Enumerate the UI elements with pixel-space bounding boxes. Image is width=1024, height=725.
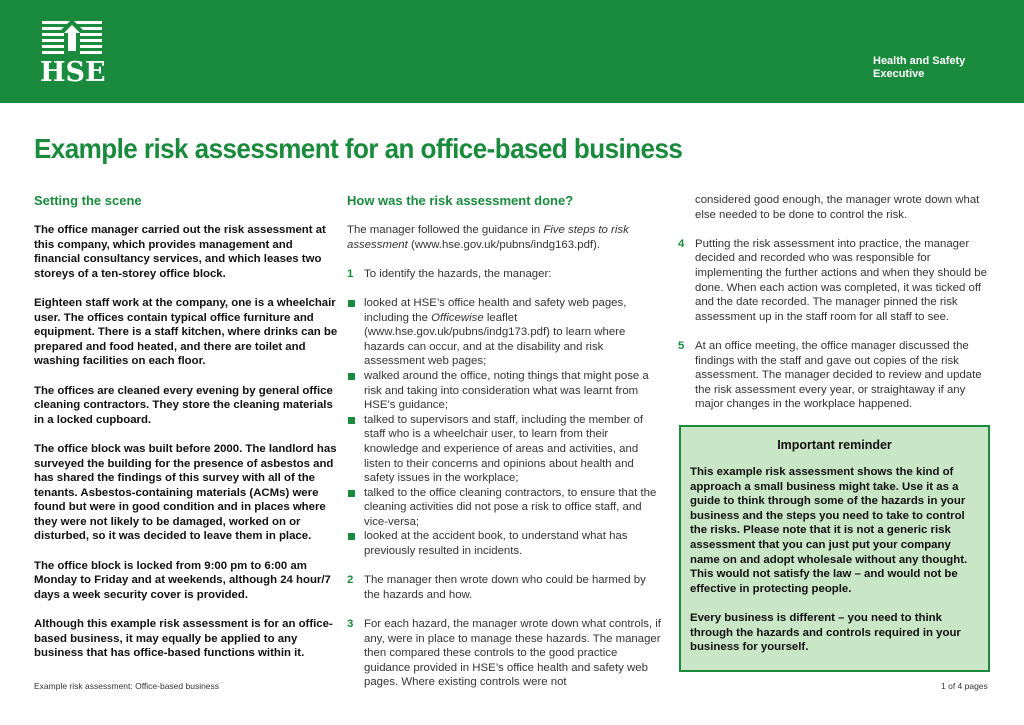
- list-item-text: looked at the accident book, to understand what has previously resulted in incidents.: [364, 530, 628, 558]
- step-number: 1: [347, 267, 354, 280]
- step-3-continued: considered good enough, the manager wrote down what else needed to be done to control the risk.: [695, 194, 980, 221]
- important-reminder-box: [679, 425, 990, 672]
- step-number: 2: [347, 574, 354, 587]
- scene-paragraph: The office manager carried out the risk assessment at this company, which provides management and financial consultancy services, and which leases two storeys of a ten-storey office block.: [34, 224, 326, 280]
- step-2: [347, 573, 663, 602]
- intro-guide-title: Five steps to risk assessment: [347, 224, 629, 251]
- step-text: At an office meeting, the office manager discussed the findings with the staff and gave out copies of the risk assessment. The manager decided to review and update the risk assessment every year, or straightaway if any major changes in the workplace happened.: [695, 339, 982, 411]
- scene-paragraph: The offices are cleaned every evening by general office cleaning contractors. They store the cleaning materials in a locked cupboard.: [34, 384, 333, 426]
- org-name-line2: Executive: [873, 68, 925, 80]
- logo-text: HSE: [40, 57, 106, 88]
- column-setting-the-scene: [34, 193, 339, 675]
- page-title: Example risk assessment for an office-based business: [34, 133, 683, 164]
- intro-link-text: (www.hse.gov.uk/pubns/indg163.pdf).: [407, 238, 601, 251]
- header-band: [0, 0, 1024, 103]
- step-text: For each hazard, the manager wrote down what controls, if any, were in place to manage these hazards. The manager then compared these controls to the good practice guidance provided in HSE’s office health and safety web pages. Where existing controls were not: [364, 618, 661, 689]
- list-item-text: walked around the office, noting things that might pose a risk and taking into consideration what was learnt from HSE’s guidance;: [364, 369, 649, 412]
- step-text: The manager then wrote down who could be harmed by the hazards and how.: [364, 574, 646, 601]
- step-number: 4: [678, 237, 685, 250]
- column-steps-continued: [678, 193, 990, 427]
- step-text: To identify the hazards, the manager:: [364, 267, 552, 280]
- list-item-text: looked at HSE’s office health and safety web pages, including the Officewise leaflet (www.hse.gov.uk/pubns/indg173.pdf) to learn where hazards can occur, and at the disability and risk assessment web pages;: [364, 296, 627, 368]
- list-item: [347, 486, 663, 530]
- step-text: Putting the risk assessment into practice, the manager decided and recorded who was responsible for implementing the further actions and when they should be done. When each action was completed, it was ticked off and the date recorded. The manager pinned the risk assessment up in the staff room for all staff to see.: [695, 237, 987, 323]
- intro-text: The manager followed the guidance in: [347, 224, 544, 236]
- bullet-square-icon: [347, 529, 364, 558]
- hazard-bullet-list: [347, 296, 663, 559]
- footer-page-count: 1 of 4 pages: [941, 681, 988, 691]
- step-number: 3: [347, 618, 354, 631]
- bullet-square-icon: [347, 296, 364, 369]
- footer-document-name: Example risk assessment: Office-based business: [34, 681, 220, 691]
- officewise-title: Officewise: [431, 311, 484, 324]
- step-3: [347, 617, 663, 690]
- list-item: [347, 296, 663, 369]
- list-item-text: talked to the office cleaning contractors, to ensure that the cleaning activities did not pose a risk to office staff, and vice-versa;: [364, 486, 657, 528]
- reminder-paragraph: This example risk assessment shows the kind of approach a small business might take. Use it as a guide to think through some of the hazards in your business and the steps you need to take to control the risks. Please note that it is not a generic risk assessment that you can just put your company name on and adopt wholesale without any thought. This would not satisfy the law – and would not be effective in protecting people.: [690, 466, 968, 595]
- list-item: [347, 529, 663, 558]
- bullet-square-icon: [347, 486, 364, 530]
- bullet-square-icon: [347, 369, 364, 413]
- scene-paragraph: The office block was built before 2000. The landlord has surveyed the building for the presence of asbestos and has shared the findings of this survey with all of the tenants. Asbestos-containing materials (ACMs) were found but were in good condition and in places where they were not likely to be damaged, worked on or disturbed, so it was decided to leave them in place.: [34, 442, 337, 543]
- scene-paragraph: Although this example risk assessment is for an office-based business, it may equally be applied to any business that has office-based functions within it.: [34, 618, 333, 660]
- scene-paragraph: The office block is locked from 9:00 pm to 6:00 am Monday to Friday and at weekends, although 24 hour/7 days a week security cover is provided.: [34, 559, 331, 601]
- list-item: [347, 369, 663, 413]
- step-5: [678, 339, 990, 412]
- section-heading-how-done: How was the risk assessment done?: [347, 193, 574, 208]
- intro-paragraph: [347, 223, 663, 252]
- section-heading-setting-the-scene: Setting the scene: [34, 193, 142, 208]
- reminder-heading: Important reminder: [777, 438, 892, 452]
- org-name: [873, 55, 993, 81]
- step-4: [678, 237, 990, 325]
- org-name-line1: Health and Safety: [873, 55, 966, 67]
- step-1: [347, 267, 663, 282]
- list-item-text: talked to supervisors and staff, including the member of staff who is a wheelchair user, to learn from their knowledge and experience of areas and activities, and listen to their concerns and opinions about health and safety issues in the workplace;: [364, 413, 644, 485]
- bullet-square-icon: [347, 413, 364, 486]
- column-how-done: [347, 193, 663, 705]
- list-item: [347, 413, 663, 486]
- scene-paragraph: Eighteen staff work at the company, one is a wheelchair user. The offices contain typical office furniture and equipment. There is a staff kitchen, where drinks can be prepared and food heated, and there are toilet and washing facilities on each floor.: [34, 296, 338, 368]
- step-number: 5: [678, 339, 685, 352]
- reminder-paragraph: Every business is different – you need to think through the hazards and controls required in your business for yourself.: [690, 611, 961, 654]
